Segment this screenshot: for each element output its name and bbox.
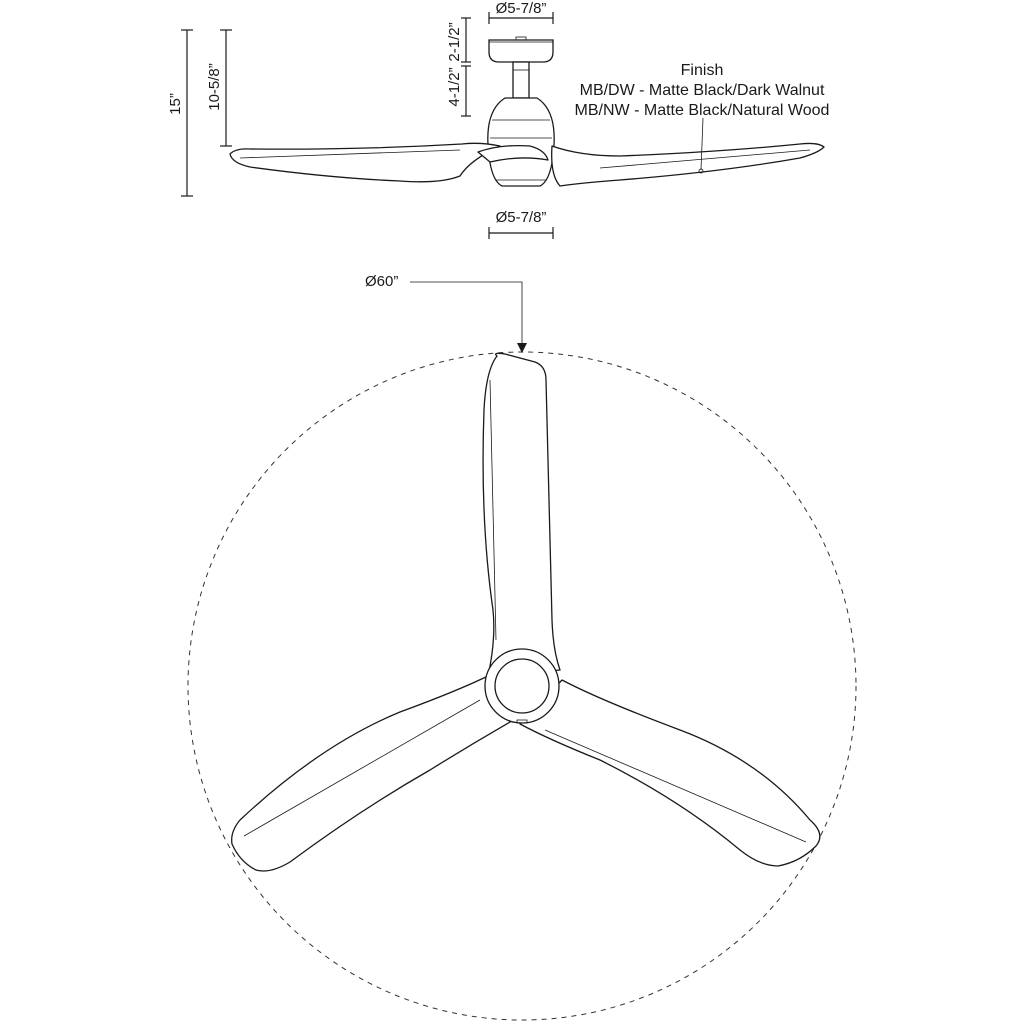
downrod bbox=[513, 62, 529, 98]
sweep-diameter-callout bbox=[365, 273, 527, 353]
finish-note bbox=[575, 62, 830, 119]
total-height-label: 15” bbox=[167, 93, 184, 115]
blade-left bbox=[232, 674, 510, 871]
motor-diameter-label: Ø5-7/8” bbox=[495, 209, 547, 226]
canopy-diameter-dimension bbox=[489, 0, 553, 24]
sweep-diameter-label: Ø60” bbox=[365, 273, 399, 290]
downrod-height-label: 4-1/2” bbox=[446, 67, 463, 107]
top-view bbox=[188, 273, 856, 1020]
total-height-dimension bbox=[167, 30, 193, 196]
canopy-height-label: 2-1/2” bbox=[446, 22, 463, 62]
finish-heading: Finish bbox=[680, 62, 724, 79]
canopy bbox=[489, 37, 553, 62]
canopy-height-dimension bbox=[446, 18, 471, 62]
blade-height-dimension bbox=[206, 30, 232, 146]
side-view bbox=[167, 0, 824, 239]
motor-housing bbox=[488, 98, 554, 186]
top-hub bbox=[485, 649, 559, 723]
blade-top bbox=[483, 353, 560, 676]
finish-option-natural-wood: MB/NW - Matte Black/Natural Wood bbox=[574, 102, 830, 119]
blade-height-label: 10-5/8” bbox=[206, 63, 223, 111]
top-blades bbox=[232, 353, 820, 871]
downrod-height-dimension bbox=[446, 66, 471, 116]
motor-diameter-dimension bbox=[489, 209, 553, 239]
blade-right bbox=[520, 680, 820, 866]
finish-option-dark-walnut: MB/DW - Matte Black/Dark Walnut bbox=[579, 82, 825, 99]
canopy-diameter-label: Ø5-7/8” bbox=[495, 0, 547, 17]
